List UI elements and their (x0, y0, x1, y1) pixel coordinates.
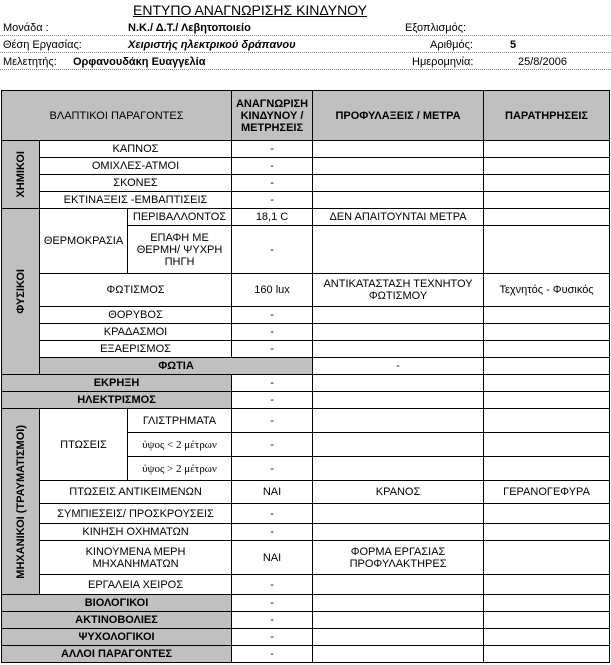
factor-measure: ΔΕΝ ΑΠΑΙΤΟΥΝΤΑΙ ΜΕΤΡΑ (313, 209, 484, 226)
table-row (2, 481, 610, 504)
factor-name: ΑΛΛΟΙ ΠΑΡΑΓΟΝΤΕΣ (2, 646, 232, 663)
factor-value: - (232, 646, 313, 663)
table-row (2, 358, 610, 375)
factor-value: 160 lux (232, 274, 313, 307)
table-row (2, 307, 610, 324)
factor-value: - (232, 612, 313, 629)
factor-value: - (232, 457, 313, 481)
factor-name: ύψος < 2 μέτρων (128, 433, 232, 457)
table-row (2, 141, 610, 158)
group-chemical-label: ΧΗΜΙΚΟΙ (14, 151, 27, 198)
table-row (2, 541, 610, 575)
author-value: Ορφανουδάκη Ευαγγελία (73, 56, 206, 68)
factor-name: ΠΤΩΣΕΙΣ ΑΝΤΙΚΕΙΜΕΝΩΝ (40, 481, 232, 504)
factor-value: - (232, 158, 313, 175)
temperature-label: ΘΕΡΜΟΚΡΑΣΙΑ (40, 209, 128, 274)
factor-name: ύψος > 2 μέτρων (128, 457, 232, 481)
factor-name: ΑΚΤΙΝΟΒΟΛΙΕΣ (2, 612, 232, 629)
factor-value: - (232, 175, 313, 192)
factor-name: ΣΥΜΠΙΕΣΕΙΣ/ ΠΡΟΣΚΡΟΥΣΕΙΣ (40, 504, 232, 524)
factor-value: - (232, 375, 313, 392)
factor-name: ΕΠΑΦΗ ΜΕ ΘΕΡΜΗ/ ΨΥΧΡΗ ΠΗΓΗ (128, 226, 232, 274)
factor-value: - (232, 575, 313, 595)
factor-remark: ΓΕΡΑΝΟΓΕΦΥΡΑ (484, 481, 610, 504)
factor-remark: Τεχνητός - Φυσικός (484, 274, 610, 307)
group-chemical (2, 141, 40, 209)
unit-value: Ν.Κ./ Δ.Τ./ Λεβητοποιείο (128, 22, 251, 34)
factor-value: - (232, 504, 313, 524)
factor-name: ΠΕΡΙΒΑΛΛΟΝΤΟΣ (128, 209, 232, 226)
table-row (2, 192, 610, 209)
header-divider (0, 52, 611, 53)
factor-name: ΦΩΤΙΣΜΟΣ (40, 274, 232, 307)
job-value: Χειριστής ηλεκτρικού δράπανου (128, 39, 296, 51)
factor-measure: ΑΝΤΙΚΑΤΑΣΤΑΣΗ ΤΕΧΝΗΤΟΥ ΦΩΤΙΣΜΟΥ (313, 274, 484, 307)
factor-value: 18,1 C (232, 209, 313, 226)
form-header (0, 0, 611, 90)
factor-name: ΣΚΟΝΕΣ (40, 175, 232, 192)
falls-label: ΠΤΩΣΕΙΣ (40, 409, 128, 481)
factor-value: - (232, 192, 313, 209)
factor-name: ΚΙΝΟΥΜΕΝΑ ΜΕΡΗ ΜΗΧΑΝΗΜΑΤΩΝ (40, 541, 232, 575)
equipment-label: Εξοπλισμός: (405, 22, 467, 34)
factor-name: ΓΛΙΣΤΡΗΜΑΤΑ (128, 409, 232, 433)
date-value: 25/8/2006 (518, 56, 567, 68)
factor-name: ΟΜΙΧΛΕΣ-ΑΤΜΟΙ (40, 158, 232, 175)
factor-value: - (232, 392, 313, 409)
number-value: 5 (510, 39, 517, 51)
group-mechanical-label: ΜΗΧΑΝΙΚΟΙ (ΤΡΑΥΜΑΤΙΣΜΟΙ) (14, 424, 27, 579)
factor-value: - (232, 595, 313, 612)
col-header-remarks: ΠΑΡΑΤΗΡΗΣΕΙΣ (484, 91, 610, 141)
table-row (2, 324, 610, 341)
factor-value: ΝΑΙ (232, 541, 313, 575)
factor-value: - (232, 524, 313, 541)
factor-name: ΨΥΧΟΛΟΓΙΚΟΙ (2, 629, 232, 646)
table-row (2, 504, 610, 524)
factor-value: ΝΑΙ (232, 481, 313, 504)
table-row (2, 158, 610, 175)
factor-value: - (232, 324, 313, 341)
col-header-measures: ΠΡΟΦΥΛΑΞΕΙΣ / ΜΕΤΡΑ (313, 91, 484, 141)
factor-name: ΚΑΠΝΟΣ (40, 141, 232, 158)
factor-name: ΕΡΓΑΛΕΙΑ ΧΕΙΡΟΣ (40, 575, 232, 595)
unit-label: Μονάδα : (3, 22, 49, 34)
factor-value: - (232, 629, 313, 646)
job-label: Θέση Εργασίας: (3, 39, 82, 51)
col-header-factors: ΒΛΑΠΤΙΚΟΙ ΠΑΡΑΓΟΝΤΕΣ (2, 91, 232, 141)
factor-value: - (232, 433, 313, 457)
table-row (2, 524, 610, 541)
factor-name: ΦΩΤΙΑ (40, 358, 313, 375)
table-row (2, 274, 610, 307)
table-row (2, 392, 610, 409)
table-row (2, 209, 610, 226)
factor-name: ΗΛΕΚΤΡΙΣΜΟΣ (2, 392, 232, 409)
table-row (2, 646, 610, 663)
group-physical-label: ΦΥΣΙΚΟΙ (14, 269, 27, 314)
factor-value: - (313, 358, 484, 375)
factor-name: ΕΞΑΕΡΙΣΜΟΣ (40, 341, 232, 358)
factor-value: - (232, 341, 313, 358)
factor-name: ΚΙΝΗΣΗ ΟΧΗΜΑΤΩΝ (40, 524, 232, 541)
number-label: Αριθμός: (430, 39, 473, 51)
factor-value: - (232, 307, 313, 324)
table-row (2, 595, 610, 612)
header-divider (0, 35, 611, 36)
table-header-row (2, 91, 610, 141)
table-row (2, 375, 610, 392)
factor-value: - (232, 141, 313, 158)
factor-name: ΒΙΟΛΟΓΙΚΟΙ (2, 595, 232, 612)
factor-value: - (232, 226, 313, 274)
factor-measure: ΦΟΡΜΑ ΕΡΓΑΣΙΑΣ ΠΡΟΦΥΛΑΚΤΗΡΕΣ (313, 541, 484, 575)
factor-name: ΚΡΑΔΑΣΜΟΙ (40, 324, 232, 341)
group-physical (2, 209, 40, 375)
factor-value: - (232, 409, 313, 433)
factor-name: ΕΚΡΗΞΗ (2, 375, 232, 392)
header-divider (0, 69, 611, 70)
table-row (2, 409, 610, 433)
table-row (2, 629, 610, 646)
table-row (2, 341, 610, 358)
group-mechanical (2, 409, 40, 595)
factor-measure: ΚΡΑΝΟΣ (313, 481, 484, 504)
factor-name: ΕΚΤΙΝΑΞΕΙΣ -ΕΜΒΑΠΤΙΣΕΙΣ (40, 192, 232, 209)
author-label: Μελετητής: (3, 56, 57, 68)
col-header-identification: ΑΝΑΓΝΩΡΙΣΗ ΚΙΝΔΥΝΟΥ / ΜΕΤΡΗΣΕΙΣ (232, 91, 313, 141)
table-row (2, 575, 610, 595)
form-title: ΕΝΤΥΠΟ ΑΝΑΓΝΩΡΙΣΗΣ ΚΙΝΔΥΝΟΥ (133, 2, 367, 18)
factor-name: ΘΟΡΥΒΟΣ (40, 307, 232, 324)
hazard-table (1, 90, 610, 663)
date-label: Ημερομηνία: (412, 56, 474, 68)
table-row (2, 175, 610, 192)
table-row (2, 612, 610, 629)
